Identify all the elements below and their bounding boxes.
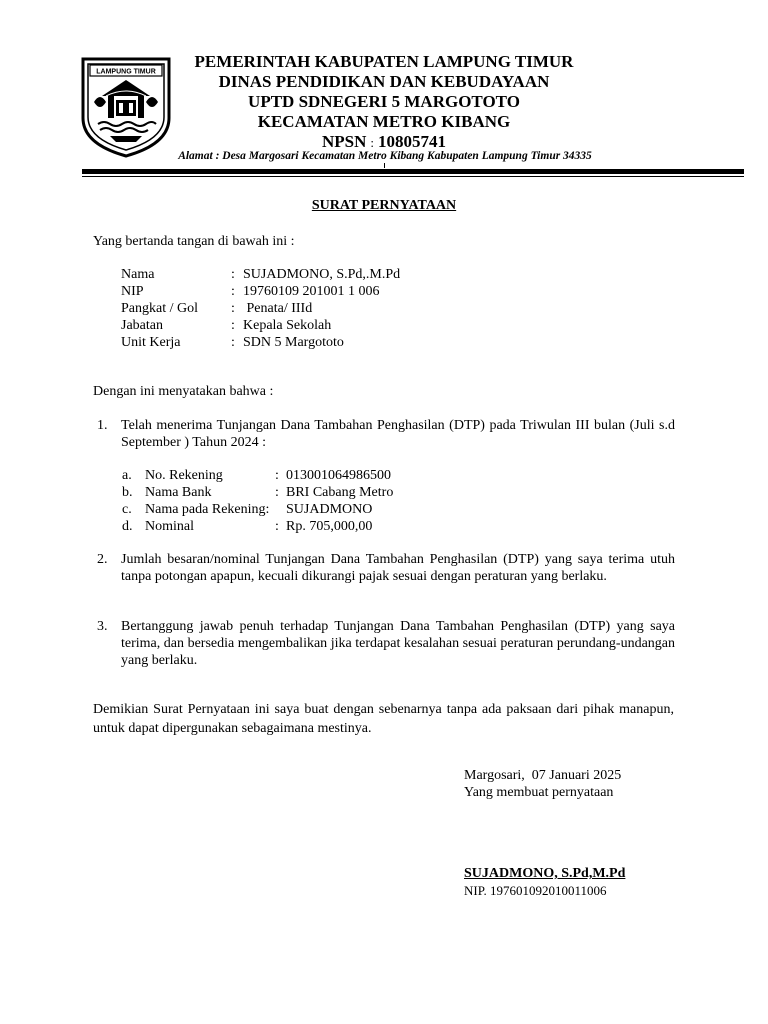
npsn-label: NPSN xyxy=(321,132,367,151)
letterhead-department: DINAS PENDIDIKAN DAN KEBUDAYAAN xyxy=(218,72,550,91)
npsn-value: 10805741 xyxy=(378,132,447,151)
letterhead-address: Alamat : Desa Margosari Kecamatan Metro Kibang Kabupaten Lampung Timur 34335 xyxy=(178,150,592,162)
identity-colon: : xyxy=(231,301,235,316)
bank-detail-value: 013001064986500 xyxy=(286,468,391,483)
bank-detail-letter: c. xyxy=(122,502,132,517)
document-title: SURAT PERNYATAAN xyxy=(311,198,457,213)
bank-detail-row xyxy=(122,484,393,501)
identity-label: Jabatan xyxy=(121,318,163,333)
identity-label: Unit Kerja xyxy=(121,335,181,350)
identity-row xyxy=(121,300,400,317)
bank-detail-letter: d. xyxy=(122,519,133,534)
bank-detail-letter: b. xyxy=(122,485,133,500)
signer-role: Yang membuat pernyataan xyxy=(464,785,614,800)
place-date: Margosari, 07 Januari 2025 xyxy=(464,768,622,783)
identity-colon: : xyxy=(231,335,235,350)
identity-value: 19760109 201001 1 006 xyxy=(243,284,380,299)
bank-detail-label: Nama pada Rekening: xyxy=(145,502,270,517)
bank-detail-letter: a. xyxy=(122,468,132,483)
point-text: Jumlah besaran/nominal Tunjangan Dana Tambahan Penghasilan (DTP) yang saya terima utuh tanpa potongan apapun, kecuali dikurangi pajak sesuai dengan peraturan yang berlaku. xyxy=(121,552,675,584)
point-text: Bertanggung jawab penuh terhadap Tunjangan Dana Tambahan Penghasilan (DTP) yang saya terima, dan bersedia mengembalikan jika terdapat kesalahan sesuai peraturan perundang-undangan yang berlaku. xyxy=(121,619,675,668)
identity-colon: : xyxy=(231,284,235,299)
bank-detail-row xyxy=(122,467,393,484)
identity-value: SDN 5 Margototo xyxy=(243,335,344,350)
bank-detail-label: Nominal xyxy=(145,519,194,534)
statement-point xyxy=(97,551,675,585)
identity-value: Kepala Sekolah xyxy=(243,318,332,333)
bank-detail-label: Nama Bank xyxy=(145,485,212,500)
point-text: Telah menerima Tunjangan Dana Tambahan Penghasilan (DTP) pada Triwulan III bulan (Juli s.d September ) Tahun 2024 : xyxy=(121,418,675,450)
bank-detail-colon: : xyxy=(275,468,279,483)
letterhead xyxy=(170,52,598,153)
identity-colon: : xyxy=(231,318,235,333)
bank-detail-value: SUJADMONO xyxy=(286,502,373,517)
address-divider-mark xyxy=(384,163,385,168)
identity-label: Nama xyxy=(121,267,155,282)
letterhead-district: KECAMATAN METRO KIBANG xyxy=(257,112,511,131)
emblem-banner-text: LAMPUNG TIMUR xyxy=(96,68,156,76)
identity-label: Pangkat / Gol xyxy=(121,301,198,316)
bank-detail-colon: : xyxy=(275,485,279,500)
bank-details-table xyxy=(122,467,393,535)
statement-point xyxy=(97,618,675,669)
identity-row xyxy=(121,283,400,300)
point-number: 1. xyxy=(97,418,108,433)
identity-label: NIP xyxy=(121,284,144,299)
statement-point xyxy=(97,417,675,451)
bank-detail-label: No. Rekening xyxy=(145,468,223,483)
identity-row xyxy=(121,334,400,351)
identity-row xyxy=(121,266,400,283)
letterhead-rule-thin xyxy=(82,176,744,177)
identity-row xyxy=(121,317,400,334)
identity-table xyxy=(121,266,400,351)
signer-nip: NIP. 197601092010011006 xyxy=(464,883,607,898)
identity-value: SUJADMONO, S.Pd,.M.Pd xyxy=(243,267,401,282)
intro-text: Yang bertanda tangan di bawah ini : xyxy=(93,234,295,249)
npsn-colon: : xyxy=(370,135,375,150)
signature-place-date xyxy=(464,767,621,801)
point-number: 3. xyxy=(97,619,108,634)
bank-detail-colon: : xyxy=(275,519,279,534)
statement-intro: Dengan ini menyatakan bahwa : xyxy=(93,384,274,399)
signer-name: SUJADMONO, S.Pd,M.Pd xyxy=(464,866,626,881)
letterhead-rule-thick xyxy=(82,169,744,174)
bank-detail-row xyxy=(122,518,393,535)
point-number: 2. xyxy=(97,552,108,567)
bank-detail-value: Rp. 705,000,00 xyxy=(286,519,373,534)
bank-detail-row xyxy=(122,501,393,518)
identity-value: Penata/ IIId xyxy=(243,301,313,316)
bank-detail-value: BRI Cabang Metro xyxy=(286,485,394,500)
letterhead-government: PEMERINTAH KABUPATEN LAMPUNG TIMUR xyxy=(194,52,574,71)
regency-emblem-logo xyxy=(80,56,172,158)
identity-colon: : xyxy=(231,267,235,282)
letterhead-school: UPTD SDNEGERI 5 MARGOTOTO xyxy=(248,92,520,111)
closing-paragraph: Demikian Surat Pernyataan ini saya buat dengan sebenarnya tanpa ada paksaan dari pihak manapun, untuk dapat dipergunakan sebagaimana mestinya. xyxy=(93,702,674,736)
